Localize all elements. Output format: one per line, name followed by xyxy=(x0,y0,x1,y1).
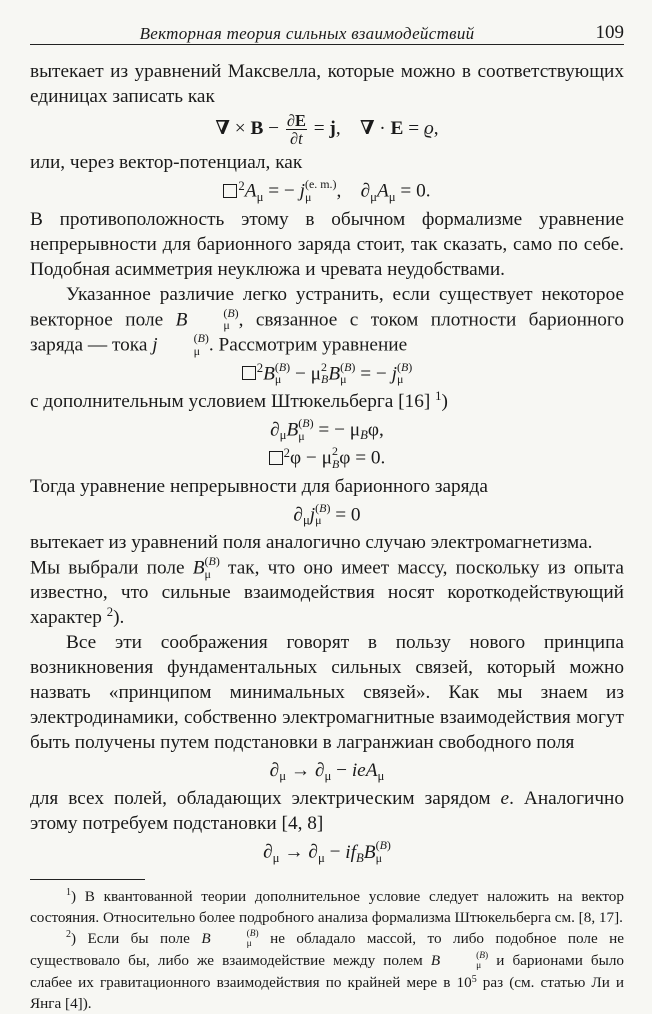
equation-maxwell: ∇ × B − $\frac{\partial E}{\partial t}$ = j, ∇ · E = ϱ, xyxy=(215,111,439,149)
paragraph-minimal-coupling: Все эти соображения говорят в пользу нового принципа возникновения фундаментальных сильных связей, который можно назвать «принципом минимальных связей». Как мы знаем из электродинамики, собственно электромагнитные взаимодействия могут быть получены путем подстановки в лагранжиан свободного поля xyxy=(30,632,624,754)
book-page xyxy=(30,22,624,1014)
paragraph-maxwell: вытекает из уравнений Максвелла, которые можно в соответствующих единицах записать как xyxy=(30,61,624,107)
paragraph-mass: Мы выбрали поле B (B) μ так, что оно имеет массу, поскольку из опыта известно, что сильные взаимодействия носят короткодействующий характер $^2$). xyxy=(30,554,624,629)
equation-substitution-baryon: $\partial_\mu \to \partial_\mu - if_BB$ (B) μ xyxy=(263,838,391,865)
footnote-ref-2[interactable]: 2 xyxy=(106,605,114,620)
paragraph-vector-potential: или, через вектор-потенциал, как xyxy=(30,152,303,174)
equation-baryon-field: $^2$B (B) μ − μ 2 B B (B) μ = − j (B) μ xyxy=(30,361,624,386)
page-number: 109 xyxy=(595,22,624,43)
equation-condition-1: $\partial_\mu B$ (B) μ = − $\mu_B\varphi$, xyxy=(270,415,384,443)
running-title: Векторная теория сильных взаимодействий xyxy=(139,24,475,43)
paragraph-stueckelberg: с дополнительным условием Штюкельберга [16] $^1$) xyxy=(30,388,448,412)
running-header xyxy=(30,22,624,45)
equation-wave: $^2A_\mu$ = − j (e. m.) μ , $\partial_\mu A_\mu = 0$. xyxy=(30,178,624,203)
paragraph-analogy: вытекает из уравнений поля аналогично случаю электромагнетизма. xyxy=(30,532,593,554)
footnote-ref-1[interactable]: 1 xyxy=(435,388,442,403)
footnote-2: $^2$) Если бы поле B (B) μ не обладало массой, то либо подобное поле не существовало бы, либо же взаимодействие между полем B (B) μ и барионами было слабее их гравитационного взаимодействия по крайней мере в $10^5$ раз (см. статью Ли и Янга [4]). xyxy=(30,929,625,1013)
paragraph-charged-fields: для всех полей, обладающих электрическим зарядом e. Аналогично этому потребуем подстановки [4, 8] xyxy=(30,788,625,835)
paragraph-baryon-field: Указанное различие легко устранить, если существует некоторое векторное поле B (B) μ , связанное с током плотности барионного заряда — тока j (B) μ . Рассмотрим уравнение xyxy=(30,283,624,358)
footnote-divider xyxy=(30,879,145,880)
paragraph-continuity: Тогда уравнение непрерывности для барионного заряда xyxy=(30,475,488,497)
equation-condition-2: $^2$φ − μ 2 B φ = 0. xyxy=(30,445,624,470)
main-text xyxy=(30,59,624,1014)
equation-substitution-em: $\partial_\mu \to \partial_\mu - ieA_\mu$ xyxy=(269,760,385,784)
footnotes xyxy=(30,886,624,1014)
equation-continuity: $\partial_\mu j$ (B) μ = 0 xyxy=(293,500,361,528)
paragraph-asymmetry: В противоположность этому в обычном формализме уравнение непрерывности для барионного заряда стоит, так сказать, само по себе. Подобная асимметрия неуклюжа и чревата неудобствами. xyxy=(30,208,624,280)
footnote-1: $^1$) В квантованной теории дополнительное условие следует наложить на вектор состояния. Относительно более подробного анализа формализма Штюкельберга см. [8, 17]. xyxy=(30,887,624,926)
